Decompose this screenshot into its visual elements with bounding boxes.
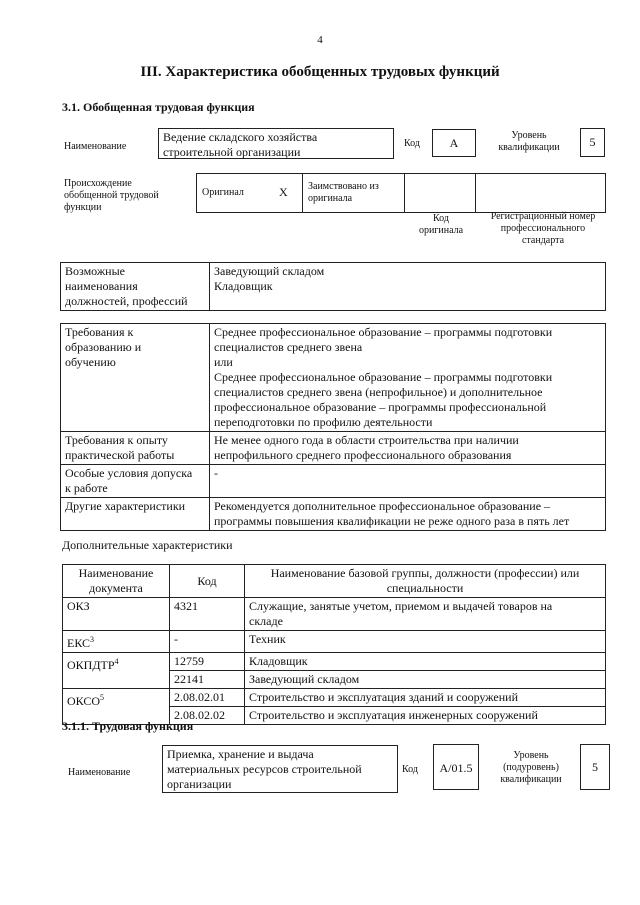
header-doc-line2: документа (89, 581, 143, 595)
gtf-name-line2: строительной организации (163, 145, 301, 159)
okpdtr-label (63, 653, 170, 689)
special-value: - (210, 465, 606, 498)
okso-label-text: ОКСО (67, 694, 101, 708)
gtf-name-box (158, 128, 394, 159)
positions-label-line3: должностей, профессий (65, 294, 188, 308)
gtf-reg-number-line3: стандарта (521, 235, 565, 246)
okso-footnote: 5 (100, 693, 105, 702)
gtf-name-label: Наименование (64, 141, 127, 152)
okz-name-line1: Служащие, занятые учетом, приемом и выдачей товаров на (249, 599, 553, 613)
okso-code1: 2.08.02.01 (170, 689, 245, 707)
okso-code2: 2.08.02.02 (170, 707, 245, 725)
positions-value-line2: Кладовщик (214, 279, 273, 293)
tf-level-value: 5 (592, 760, 598, 774)
gtf-origin-label-line1: Происхождение (64, 178, 132, 189)
gtf-code-original-caption (410, 213, 472, 237)
positions-table (60, 262, 606, 311)
header-code: Код (170, 565, 245, 598)
experience-label (61, 432, 210, 465)
education-value-line6: профессиональное образование – программы профессиональной (214, 400, 547, 414)
gtf-origin-label-line2: обобщенной трудовой (64, 190, 159, 201)
okpdtr-footnote: 4 (114, 657, 119, 666)
okso-name1: Строительство и эксплуатация зданий и сооружений (245, 689, 606, 707)
gtf-level-box (580, 128, 605, 157)
okso-name2: Строительство и эксплуатация инженерных сооружений (245, 707, 606, 725)
experience-value (210, 432, 606, 465)
special-label-line2: к работе (65, 481, 108, 495)
header-name-line1: Наименование базовой группы, должности (профессии) или (270, 566, 580, 580)
okz-code: 4321 (170, 598, 245, 631)
header-name-line2: специальности (386, 581, 464, 595)
additional-heading: Дополнительные характеристики (62, 538, 233, 552)
gtf-borrowed-label (308, 181, 379, 205)
gtf-level-value: 5 (589, 135, 596, 149)
tf-code-label: Код (402, 764, 418, 775)
gtf-code-original-line1: Код (433, 213, 449, 224)
gtf-origin-label (64, 178, 159, 214)
experience-label-line2: практической работы (65, 448, 175, 462)
table-row (61, 432, 606, 465)
section-title: III. Характеристика обобщенных трудовых функций (140, 64, 500, 80)
gtf-borrowed-label-line1: Заимствовано из (308, 181, 379, 192)
gtf-name-line1: Ведение складского хозяйства (163, 130, 318, 144)
tf-heading: 3.1.1. Трудовая функция (62, 719, 194, 733)
gtf-level-label-line2: квалификации (498, 142, 560, 153)
education-label-line2: образованию и (65, 340, 142, 354)
eks-label (63, 631, 170, 653)
table-row (61, 498, 606, 531)
gtf-original-label: Оригинал (202, 187, 244, 198)
education-label (61, 324, 210, 432)
gtf-borrowed-label-line2: оригинала (308, 193, 353, 204)
header-doc (63, 565, 170, 598)
education-value-line7: переподготовки по профилю деятельности (214, 415, 433, 429)
education-value-line1: Среднее профессиональное образование – программы подготовки (214, 325, 553, 339)
gtf-heading: 3.1. Обобщенная трудовая функция (62, 100, 255, 114)
education-value-line3: или (214, 355, 233, 369)
okz-label: ОКЗ (63, 598, 170, 631)
tf-level-label-line1: Уровень (513, 750, 549, 761)
special-label-line1: Особые условия допуска (65, 466, 193, 480)
special-label (61, 465, 210, 498)
experience-value-line2: непрофильного среднего профессионального образования (214, 448, 512, 462)
positions-label-line1: Возможные (65, 264, 125, 278)
okz-name (245, 598, 606, 631)
experience-value-line1: Не менее одного года в области строительства при наличии (214, 433, 519, 447)
table-row (63, 653, 606, 671)
tf-name-line3: организации (167, 777, 232, 791)
okpdtr-code2: 22141 (170, 671, 245, 689)
experience-label-line1: Требования к опыту (65, 433, 168, 447)
education-value (210, 324, 606, 432)
positions-value-line1: Заведующий складом (214, 264, 325, 278)
tf-name-label: Наименование (68, 767, 131, 778)
okpdtr-label-text: ОКПДТР (67, 658, 115, 672)
tf-name-line2: материальных ресурсов строительной (167, 762, 362, 776)
tf-name-line1: Приемка, хранение и выдача (167, 747, 314, 761)
okpdtr-code1: 12759 (170, 653, 245, 671)
gtf-code-box (432, 129, 476, 157)
other-value (210, 498, 606, 531)
table-row (63, 689, 606, 707)
okz-name-line2: складе (249, 614, 283, 628)
gtf-reg-number-line2: профессионального (500, 223, 586, 234)
table-row (61, 324, 606, 432)
education-label-line1: Требования к (65, 325, 134, 339)
table-row (61, 465, 606, 498)
okpdtr-name2: Заведующий складом (245, 671, 606, 689)
other-value-line2: программы повышения квалификации не реже одного раза в пять лет (214, 514, 570, 528)
additional-table (62, 564, 606, 725)
gtf-code-original-line2: оригинала (418, 225, 464, 236)
education-label-line3: обучению (65, 355, 116, 369)
table-row (63, 598, 606, 631)
eks-footnote: 3 (90, 635, 95, 644)
education-value-line2: специалистов среднего звена (214, 340, 363, 354)
eks-code: - (170, 631, 245, 653)
eks-name: Техник (245, 631, 606, 653)
tf-code-value: А/01.5 (439, 761, 473, 775)
positions-label-line2: наименования (65, 279, 138, 293)
tf-level-label-line3: квалификации (500, 774, 562, 785)
positions-value (210, 263, 606, 311)
eks-label-text: ЕКС (67, 636, 91, 650)
tf-level-box (580, 744, 610, 790)
tf-level-label (488, 750, 574, 786)
gtf-code-label: Код (404, 138, 420, 149)
tf-code-box (433, 744, 479, 790)
gtf-code-value: А (449, 136, 459, 150)
okpdtr-name1: Кладовщик (245, 653, 606, 671)
gtf-original-mark: X (279, 185, 288, 199)
education-value-line5: специалистов среднего звена (непрофильное) и дополнительное (214, 385, 543, 399)
header-doc-line1: Наименование (78, 566, 154, 580)
tf-level-label-line2: (подуровень) (503, 762, 559, 773)
table-row (63, 631, 606, 653)
positions-label (61, 263, 210, 311)
page-number: 4 (317, 34, 323, 46)
gtf-reg-number-line1: Регистрационный номер (490, 211, 596, 222)
gtf-origin-label-line3: функции (64, 202, 102, 213)
education-value-line4: Среднее профессиональное образование – программы подготовки (214, 370, 553, 384)
other-value-line1: Рекомендуется дополнительное профессиональное образование – (214, 499, 551, 513)
requirements-table (60, 323, 606, 531)
other-label: Другие характеристики (61, 498, 210, 531)
header-name (245, 565, 606, 598)
gtf-origin-box (196, 173, 606, 213)
gtf-reg-number-caption (478, 211, 608, 247)
tf-name-box (162, 745, 398, 793)
table-header-row (63, 565, 606, 598)
gtf-level-label (482, 130, 576, 154)
gtf-level-label-line1: Уровень (511, 130, 547, 141)
